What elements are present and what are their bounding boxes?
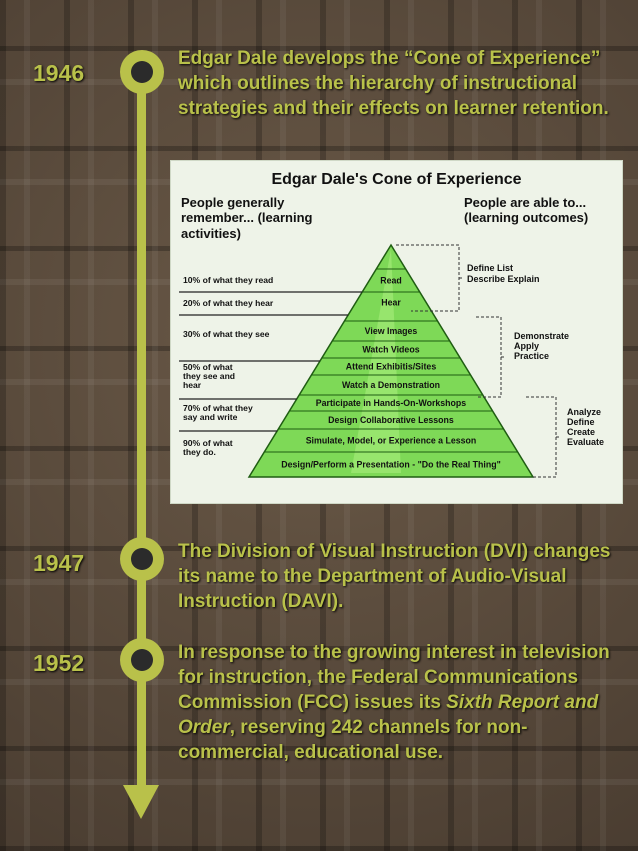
event-1946-text: Edgar Dale develops the “Cone of Experience” which outlines the hierarchy of instructional strategies and their effects on learner retention. [178,48,609,119]
event-1952-report-title: Sixth Report and Order [178,691,599,738]
timeline-line [137,70,146,790]
event-1952-text [178,641,618,765]
timeline-node-1946 [120,50,164,94]
timeline-node-1952 [120,638,164,682]
cone-bracket-middle [476,317,506,397]
cone-title: Edgar Dale's Cone of Experience [271,171,522,188]
cone-level-watch-videos: Watch Videos [362,344,420,355]
cone-bracket-bottom [526,397,561,477]
cone-left-heading: People generally remember... (learning activities) [181,195,313,241]
cone-level-perform-presentation: Design/Perform a Presentation - "Do the Real Thing" [281,459,501,470]
event-1952-text-start: In response to the growing interest in television for instruction, the Federal Communications Commission (FCC) issues its [178,642,610,713]
cone-outcome-group-apply: Demonstrate Apply Practice [514,331,570,361]
cone-right-heading: People are able to... (learning outcomes) [464,195,589,226]
cone-level-view-images: View Images [364,326,418,337]
cone-level-watch-demonstration: Watch a Demonstration [342,380,440,391]
cone-diagram [171,161,622,503]
cone-outcome-group-remember: Define List Describe Explain [467,263,540,284]
cone-level-collaborative-lessons: Design Collaborative Lessons [328,415,454,426]
cone-level-hear: Hear [381,297,401,308]
cone-outcome-group-analyze: Analyze Define Create Evaluate [567,407,605,447]
event-1952-text-end: , reserving 242 channels for non-commercial, educational use. [178,716,528,763]
cone-of-experience-figure [170,160,623,504]
cone-row-hear: 20% of what they hear [183,298,274,308]
timeline-node-1947 [120,537,164,581]
year-1947: 1947 [33,550,85,576]
cone-row-see-and-hear: 50% of what they see and hear [183,362,236,390]
event-1947-text: The Division of Visual Instruction (DVI) changes its name to the Department of Audio-Visual Instruction (DAVI). [178,541,611,612]
cone-level-simulate-model: Simulate, Model, or Experience a Lesson [305,435,477,446]
cone-level-hands-on-workshops: Participate in Hands-On-Workshops [315,398,467,409]
cone-row-read: 10% of what they read [183,275,274,285]
cone-row-say-and-write: 70% of what they say and write [183,403,253,422]
cone-level-read: Read [380,275,402,286]
cone-row-do: 90% of what they do. [183,438,233,457]
timeline-arrow-icon [123,785,159,819]
cone-row-see: 30% of what they see [183,329,270,339]
year-1952: 1952 [33,650,85,676]
year-1946: 1946 [33,60,85,86]
cone-level-attend-exhibits: Attend Exhibitis/Sites [345,361,437,372]
